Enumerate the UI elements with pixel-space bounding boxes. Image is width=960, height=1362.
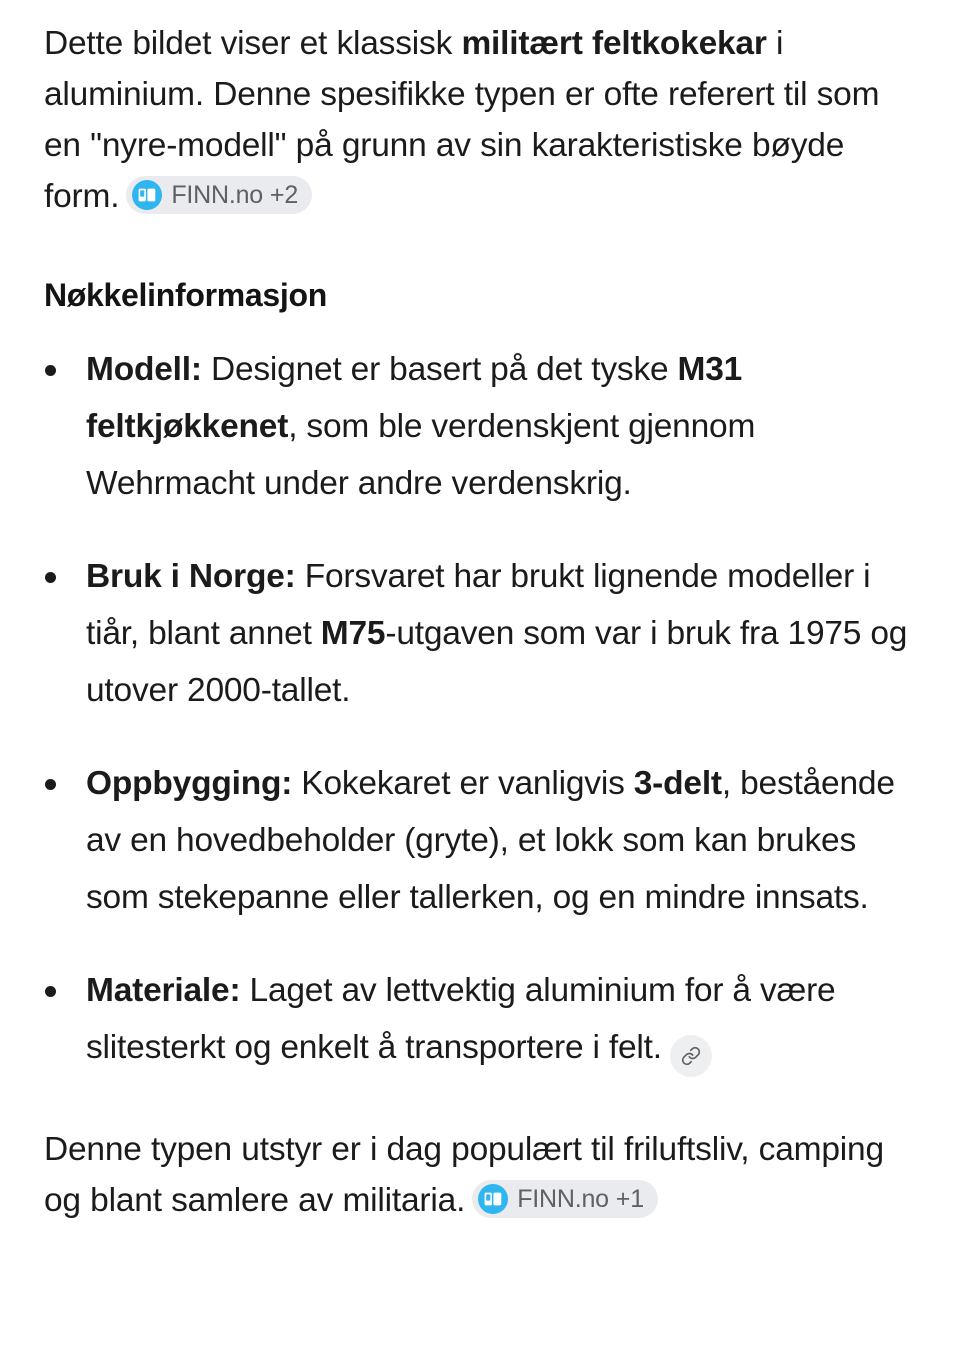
bullet-inline-bold: 3-delt	[633, 765, 722, 802]
section-heading: Nøkkelinformasjon	[44, 277, 327, 313]
bullet-text-after: -utgaven som var i bruk fra 1975 og utover 2000-tallet.	[86, 615, 908, 709]
bullet-text-before: Laget av lettvektig aluminium for å være slitesterkt og enkelt å transportere i felt.	[86, 972, 836, 1066]
bullet-term: Oppbygging:	[86, 765, 293, 802]
finn-logo-icon	[132, 180, 162, 210]
list-item	[44, 962, 916, 1077]
list-item	[44, 548, 916, 719]
finn-logo-icon	[478, 1184, 508, 1214]
intro-bold-phrase: militært feltkokekar	[461, 25, 767, 62]
citation-chip-intro[interactable]	[126, 176, 312, 214]
key-info-list	[44, 341, 916, 1077]
list-item	[44, 341, 916, 512]
intro-paragraph	[44, 18, 916, 222]
citation-chip-label: FINN.no +2	[171, 181, 299, 209]
bullet-text-after: , som ble verdenskjent gjennom Wehrmacht under andre verdenskrig.	[86, 408, 756, 502]
bullet-dot-icon	[45, 572, 56, 583]
bullet-term: Bruk i Norge:	[86, 558, 296, 595]
intro-text-lead: Dette bildet viser et klassisk	[44, 25, 462, 62]
link-icon	[681, 1046, 701, 1066]
closing-paragraph	[44, 1124, 916, 1226]
bullet-text-after: , bestående av en hovedbeholder (gryte), et lokk som kan brukes som stekepanne eller tallerken, og en mindre innsats.	[86, 765, 895, 916]
closing-text: Denne typen utstyr er i dag populært til friluftsliv, camping og blant samlere av militaria.	[44, 1131, 884, 1219]
intro-text-rest: i aluminium. Denne spesifikke typen er ofte referert til som en "nyre-modell" på grunn av sin karakteristiske bøyde form.	[44, 25, 880, 215]
bullet-term: Modell:	[86, 351, 202, 388]
bullet-dot-icon	[45, 986, 56, 997]
link-chip[interactable]	[670, 1035, 712, 1077]
bullet-term: Materiale:	[86, 972, 241, 1009]
citation-chip-label: FINN.no +1	[517, 1185, 644, 1213]
bullet-inline-bold: M75	[320, 615, 386, 652]
list-item	[44, 755, 916, 926]
bullet-text-before: Designet er basert på det tyske	[201, 351, 678, 388]
bullet-dot-icon	[45, 365, 56, 376]
bullet-text-before: Kokekaret er vanligvis	[292, 765, 634, 802]
bullet-inline-bold: M31 feltkjøkkenet	[86, 351, 743, 445]
bullet-dot-icon	[45, 779, 56, 790]
citation-chip-closing[interactable]	[472, 1180, 658, 1218]
bullet-text-before: Forsvaret har brukt lignende modeller i tiår, blant annet	[86, 558, 871, 652]
